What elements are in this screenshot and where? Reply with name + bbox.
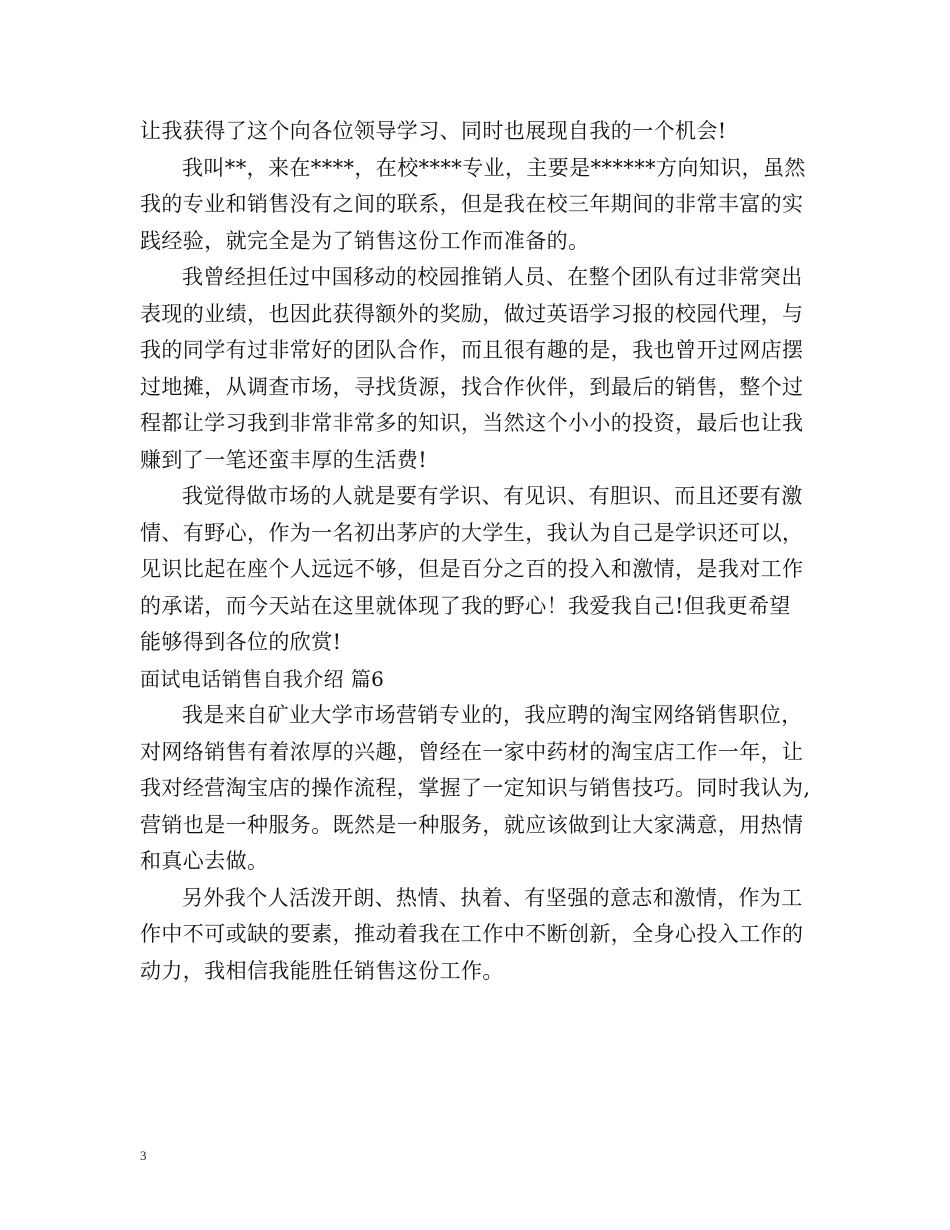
text-line: 赚到了一笔还蛮丰厚的生活费! xyxy=(140,447,428,472)
text-line: 和真心去做。 xyxy=(140,849,269,873)
text-line: 情、有野心，作为一名初出茅庐的大学生，我认为自己是学识还可以， xyxy=(140,520,804,545)
page-number: 3 xyxy=(140,1148,147,1163)
text-line: 营销也是一种服务。既然是一种服务，就应该做到让大家满意，用热情 xyxy=(140,812,804,837)
text-line: 我的同学有过非常好的团队合作，而且很有趣的是，我也曾开过网店摆 xyxy=(140,338,804,362)
text-line: 的承诺，而今天站在这里就体现了我的野心！我爱我自己!但我更希望 xyxy=(140,593,791,618)
text-line: 见识比起在座个人远远不够，但是百分之百的投入和激情，是我对工作 xyxy=(140,557,804,581)
paragraph-first-line: 另外我个人活泼开朗、热情、执着、有坚强的意志和激情，作为工 xyxy=(182,885,803,910)
paragraph-first-line: 我觉得做市场的人就是要有学识、有见识、有胆识、而且还要有激 xyxy=(182,484,803,508)
text-line: 作中不可或缺的要素，推动着我在工作中不断创新，全身心投入工作的 xyxy=(140,922,804,946)
text-line: 对网络销售有着浓厚的兴趣，曾经在一家中药材的淘宝店工作一年，让 xyxy=(140,739,804,764)
text-line: 程都让学习我到非常非常多的知识，当然这个小小的投资，最后也让我 xyxy=(140,411,804,435)
text-line: 践经验，就完全是为了销售这份工作而准备的。 xyxy=(140,228,590,253)
paragraph-first-line: 我曾经担任过中国移动的校园推销人员、在整个团队有过非常突出 xyxy=(182,265,803,289)
text-line: 我的专业和销售没有之间的联系，但是我在校三年期间的非常丰富的实 xyxy=(140,192,804,216)
section-heading: 面试电话销售自我介绍 篇6 xyxy=(140,666,385,691)
text-line: 让我获得了这个向各位领导学习、同时也展现自我的一个机会! xyxy=(140,119,727,143)
document-body xyxy=(140,113,820,989)
text-line: 动力，我相信我能胜任销售这份工作。 xyxy=(140,958,504,983)
text-line: 表现的业绩，也因此获得额外的奖励，做过英语学习报的校园代理，与 xyxy=(140,301,804,326)
paragraph-first-line: 我是来自矿业大学市场营销专业的，我应聘的淘宝网络销售职位， xyxy=(182,703,803,727)
paragraph-first-line: 我叫**，来在****，在校****专业，主要是******方向知识，虽然 xyxy=(182,155,806,180)
text-line: 能够得到各位的欣赏! xyxy=(140,630,342,654)
text-line: 过地摊，从调查市场，寻找货源，找合作伙伴，到最后的销售，整个过 xyxy=(140,374,804,399)
text-line: 我对经营淘宝店的操作流程，掌握了一定知识与销售技巧。同时我认为, xyxy=(140,776,811,800)
